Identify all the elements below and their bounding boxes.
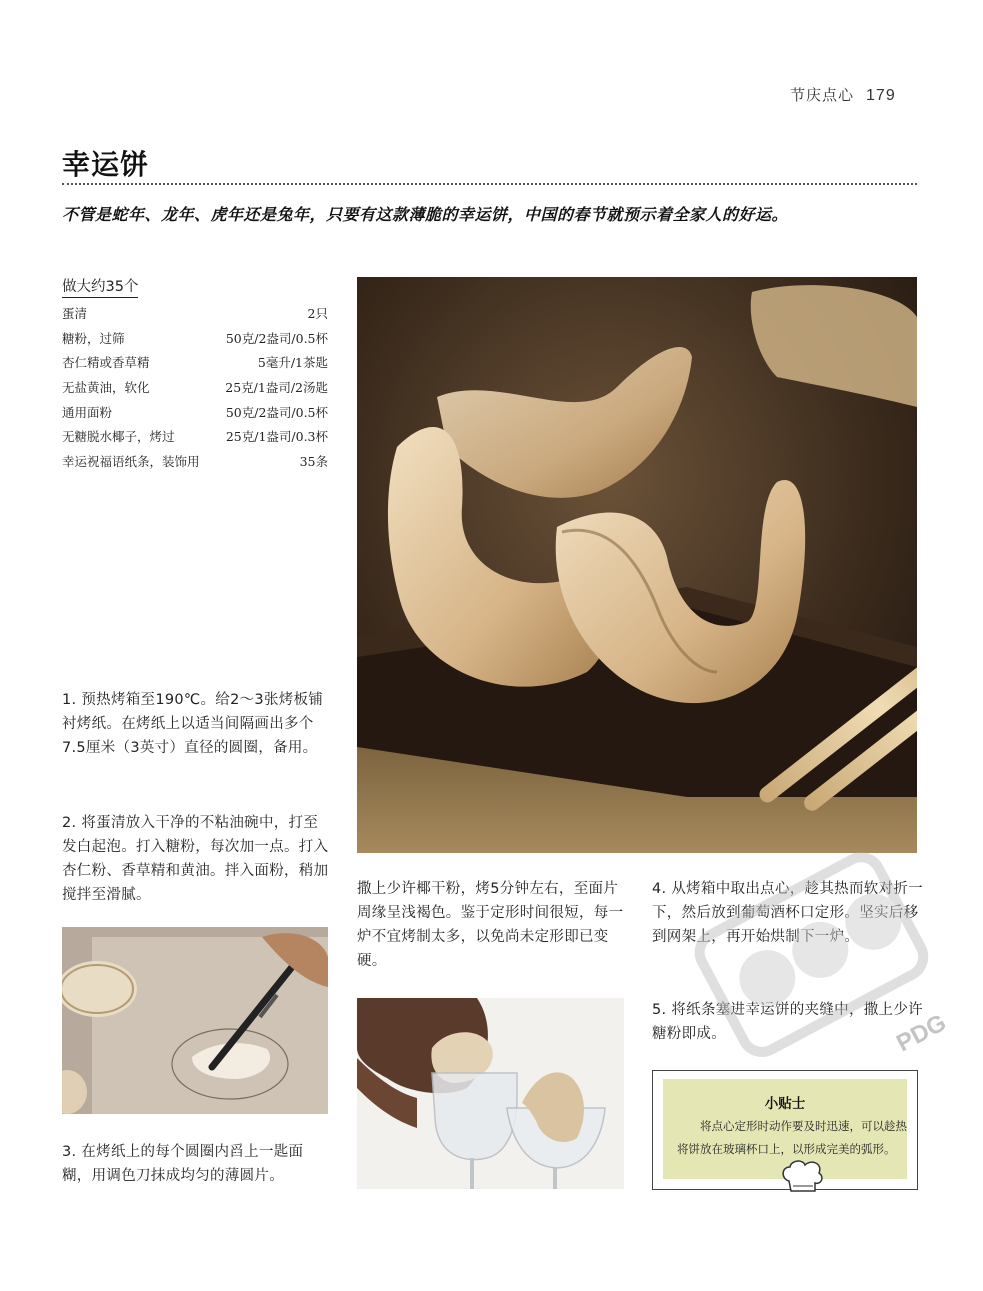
ingredient-row <box>62 399 328 424</box>
ingredient-row <box>62 301 328 326</box>
page-number: 179 <box>866 87 896 104</box>
tip-title: 小贴士 <box>764 1096 806 1112</box>
step-3: 3. 在烤纸上的每个圆圈内舀上一匙面糊，用调色刀抹成均匀的薄圆片。 <box>62 1144 304 1184</box>
ingredient-amount: 50克/2盎司/0.5杯 <box>225 330 328 346</box>
recipe-intro: 不管是蛇年、龙年、虎年还是兔年，只要有这款薄脆的幸运饼，中国的春节就预示着全家人的好运。 <box>62 205 789 224</box>
tip-text: 将点心定形时动作要及时迅速，可以趁热将饼放在玻璃杯口上，以形成完美的弧形。 <box>677 1119 907 1156</box>
ingredient-name: 杏仁精或香草精 <box>62 355 150 371</box>
fortune-cookie-illustration <box>357 277 917 853</box>
ingredient-row <box>62 375 328 400</box>
recipe-title: 幸运饼 <box>62 148 150 181</box>
title-divider <box>62 183 917 185</box>
ingredient-name: 通用面粉 <box>62 404 113 420</box>
section-name: 节庆点心 <box>790 86 855 104</box>
ingredient-amount: 50克/2盎司/0.5杯 <box>225 404 328 420</box>
tip-box <box>652 1070 918 1190</box>
ingredient-amount: 5毫升/1茶匙 <box>257 355 328 371</box>
running-header <box>790 84 896 105</box>
ingredient-row <box>62 449 328 474</box>
photo-shaping-in-glass <box>357 998 624 1189</box>
ingredient-row <box>62 424 328 449</box>
ingredient-name: 无盐黄油，软化 <box>62 380 150 396</box>
ingredient-amount: 2只 <box>307 306 328 322</box>
ingredient-name: 糖粉，过筛 <box>62 330 125 346</box>
photo-spreading-batter <box>62 927 328 1114</box>
ingredient-name: 幸运祝福语纸条，装饰用 <box>62 453 200 469</box>
ingredient-row <box>62 350 328 375</box>
ingredient-amount: 25克/1盎司/2汤匙 <box>225 380 328 396</box>
ingredient-list <box>62 301 328 473</box>
ingredient-row <box>62 326 328 351</box>
chef-hat-icon <box>781 1159 825 1195</box>
step-4: 4. 从烤箱中取出点心，趁其热而软对折一下，然后放到葡萄酒杯口定形。坚实后移到网架上，再开始烘制下一炉。 <box>652 881 923 945</box>
recipe-yield: 做大约35个 <box>62 275 138 298</box>
batter-spreading-illustration <box>62 927 328 1114</box>
step-3-continued: 撒上少许椰干粉，烤5分钟左右，至面片周缘呈浅褐色。鉴于定形时间很短，每一炉不宜烤制太多，以免尚未定形即已变硬。 <box>357 881 624 969</box>
watermark-text: PDG <box>892 1009 951 1058</box>
step-1: 1. 预热烤箱至190℃。给2～3张烤板铺衬烤纸。在烤纸上以适当间隔画出多个7.5厘米（3英寸）直径的圆圈，备用。 <box>62 692 324 756</box>
ingredient-amount: 35条 <box>299 453 328 469</box>
step-5: 5. 将纸条塞进幸运饼的夹缝中，撒上少许糖粉即成。 <box>652 1002 923 1042</box>
main-photo-fortune-cookies <box>357 277 917 853</box>
ingredient-name: 无糖脱水椰子，烤过 <box>62 429 175 445</box>
ingredient-amount: 25克/1盎司/0.3杯 <box>225 429 328 445</box>
glass-shaping-illustration <box>357 998 624 1189</box>
step-2: 2. 将蛋清放入干净的不粘油碗中，打至发白起泡。打入糖粉，每次加一点。打入杏仁粉、香草精和黄油。拌入面粉，稍加搅拌至滑腻。 <box>62 815 329 903</box>
ingredient-name: 蛋清 <box>62 306 88 322</box>
